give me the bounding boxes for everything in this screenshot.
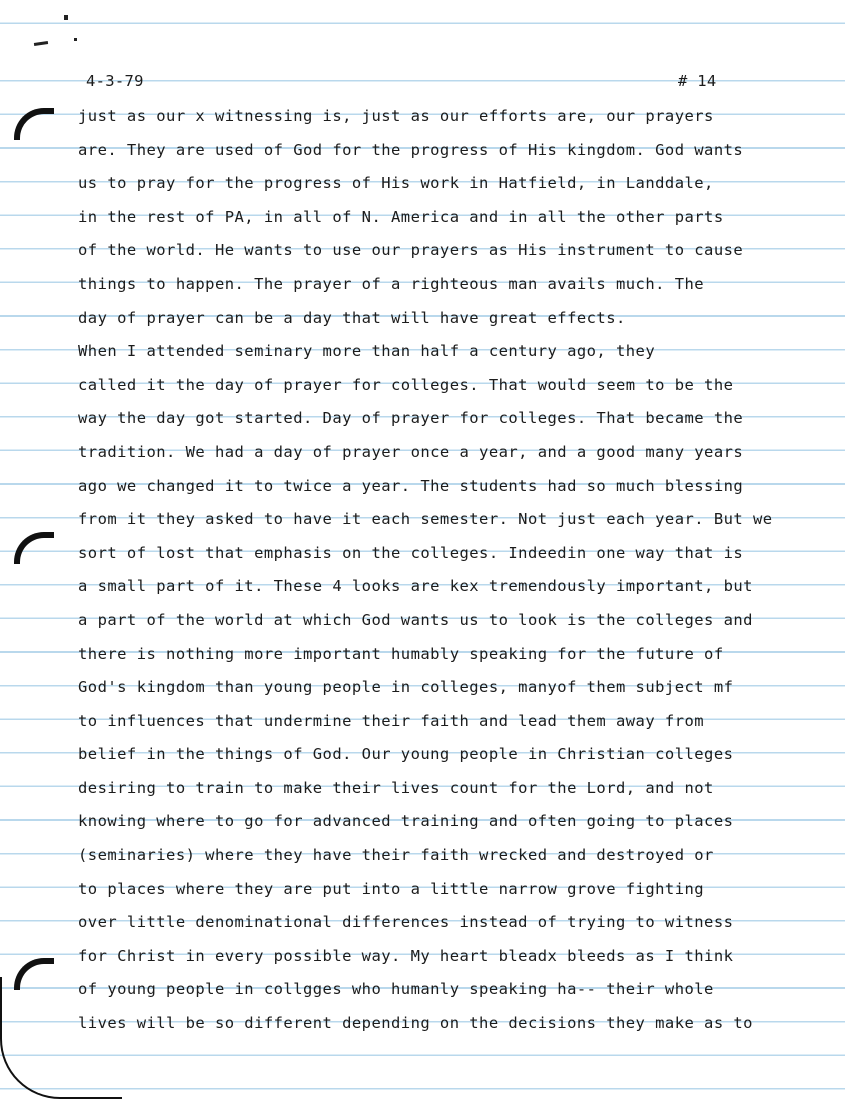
text-line: ago we changed it to twice a year. The students had so much blessing [78, 476, 744, 495]
text-line: things to happen. The prayer of a righteous man avails much. The [78, 274, 705, 293]
text-line: desiring to train to make their lives count for the Lord, and not [78, 778, 714, 797]
text-line: in the rest of PA, in all of N. America and in all the other parts [78, 207, 724, 226]
text-line: for Christ in every possible way. My heart bleadx bleeds as I think [78, 946, 734, 965]
text-line: to influences that undermine their faith and lead them away from [78, 711, 705, 730]
text-line: knowing where to go for advanced training and often going to places [78, 812, 734, 831]
text-line: lives will be so different depending on the decisions they make as to [78, 1014, 753, 1033]
text-line: sort of lost that emphasis on the colleges. Indeedin one way that is [78, 543, 744, 562]
ink-speck [64, 15, 68, 20]
text-line: us to pray for the progress of His work in Hatfield, in Landdale, [78, 174, 714, 193]
ink-speck [34, 41, 48, 46]
text-line: of young people in collgges who humanly speaking ha-- their whole [78, 980, 714, 999]
text-line: way the day got started. Day of prayer for colleges. That became the [78, 409, 744, 428]
page-date: 4-3-79 [86, 72, 144, 90]
typed-body-text [78, 104, 818, 1045]
binder-hole-mark [14, 532, 54, 564]
text-line: belief in the things of God. Our young people in Christian colleges [78, 745, 734, 764]
text-line: from it they asked to have it each semester. Not just each year. But we [78, 510, 773, 529]
page-number: # 14 [678, 72, 717, 90]
ink-speck [74, 38, 77, 41]
text-line: (seminaries) where they have their faith wrecked and destroyed or [78, 846, 714, 865]
text-line: called it the day of prayer for colleges. That would seem to be the [78, 375, 734, 394]
text-line: day of prayer can be a day that will have great effects. [78, 308, 626, 327]
text-line: tradition. We had a day of prayer once a year, and a good many years [78, 442, 744, 461]
text-line: over little denominational differences instead of trying to witness [78, 913, 734, 932]
text-line: there is nothing more important humably speaking for the future of [78, 644, 724, 663]
text-line: of the world. He wants to use our prayers as His instrument to cause [78, 241, 744, 260]
text-line: a small part of it. These 4 looks are kex tremendously important, but [78, 577, 753, 596]
binder-hole-mark [14, 108, 54, 140]
text-line: are. They are used of God for the progress of His kingdom. God wants [78, 140, 744, 159]
text-line: just as our x witnessing is, just as our efforts are, our prayers [78, 107, 714, 125]
text-line: God's kingdom than young people in colleges, manyof them subject mf [78, 678, 734, 697]
text-line: a part of the world at which God wants us to look is the colleges and [78, 610, 753, 629]
text-line: to places where they are put into a little narrow grove fighting [78, 879, 705, 898]
text-line: When I attended seminary more than half a century ago, they [78, 342, 656, 361]
